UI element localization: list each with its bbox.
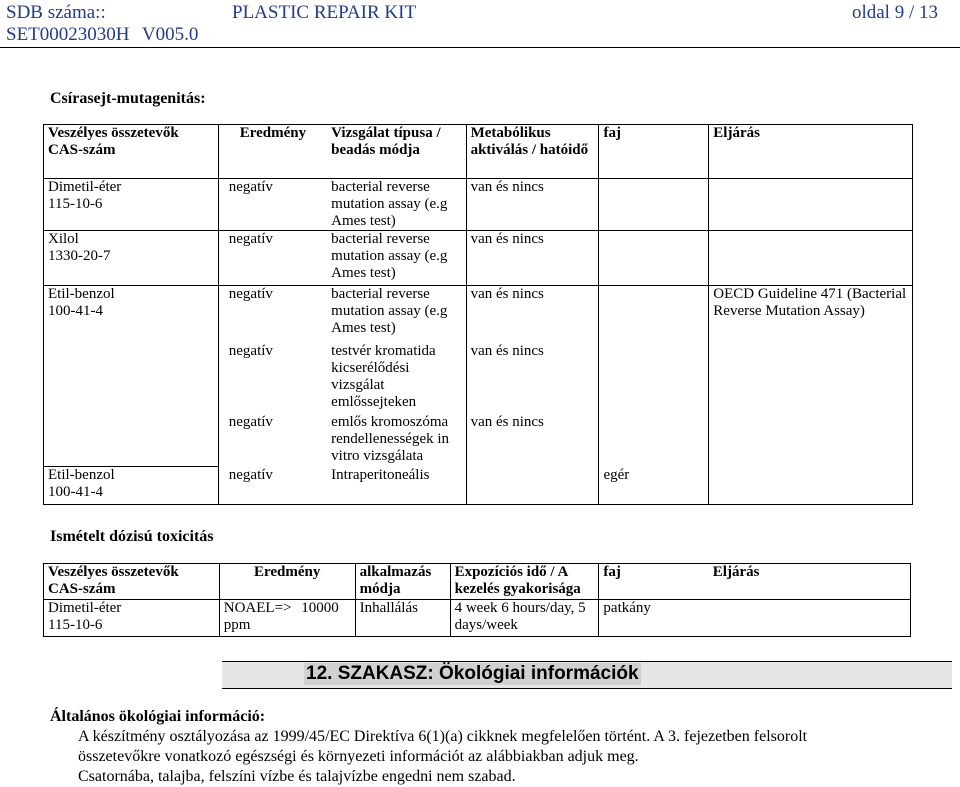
- species-cell: [599, 414, 709, 467]
- method-cell: [709, 414, 913, 467]
- table-row: [44, 179, 913, 231]
- sds-number-label: SDB száma::: [6, 2, 106, 23]
- test-cell: bacterial reverse mutation assay (e.g Ames test): [327, 286, 466, 343]
- test-cell: testvér kromatida kicserélődési vizsgálat emlőssejteken: [331, 342, 436, 410]
- header-divider: [0, 47, 960, 48]
- method-cell: [709, 231, 913, 286]
- repeated-dose-heading: Ismételt dózisú toxicitás: [50, 528, 214, 545]
- sds-number-value: SET00023030H V005.0: [6, 24, 199, 45]
- col-header-result: Eredmény: [219, 564, 355, 600]
- col-header-species: faj: [599, 564, 709, 600]
- activation-cell: [466, 467, 599, 505]
- component-cell: [44, 343, 219, 414]
- eco-paragraph-line: összetevőkre vonatkozó egészségi és környezeti információt az alábbiakban adjuk meg.: [78, 748, 639, 765]
- table-row: [44, 231, 913, 286]
- component-cell: Etil-benzol 100-41-4: [44, 467, 219, 505]
- col-header-method: Eljárás: [709, 125, 913, 179]
- product-name: PLASTIC REPAIR KIT: [232, 2, 417, 23]
- germ-cell-table: [43, 124, 913, 505]
- test-cell: bacterial reverse mutation assay (e.g Ames test): [327, 179, 466, 231]
- method-cell: OECD Guideline 471 (Bacterial Reverse Mutation Assay): [709, 286, 913, 343]
- exposure-cell: 4 week 6 hours/day, 5 days/week: [450, 600, 599, 637]
- col-header-test-type: Vizsgálat típusa / beadás módja: [327, 125, 466, 179]
- col-header-method: Eljárás: [709, 564, 911, 600]
- result-cell: negatív: [218, 286, 327, 343]
- col-header-component: Veszélyes összetevők CAS-szám: [44, 125, 219, 179]
- test-cell: bacterial reverse mutation assay (e.g Ames test): [327, 231, 466, 286]
- method-cell: [709, 600, 911, 637]
- species-cell: [599, 231, 709, 286]
- method-cell: [709, 467, 913, 505]
- activation-cell: van és nincs: [466, 414, 599, 467]
- activation-cell: van és nincs: [466, 286, 599, 343]
- col-header-route: alkalmazás módja: [355, 564, 450, 600]
- eco-paragraph-line: Csatornába, talajba, felszíni vízbe és talajvízbe engedni nem szabad.: [78, 768, 516, 785]
- component-cell: Dimetil-éter 115-10-6: [44, 600, 220, 637]
- activation-cell: van és nincs: [466, 343, 599, 414]
- species-cell: patkány: [599, 600, 709, 637]
- result-cell: negatív: [218, 231, 327, 286]
- species-cell: [599, 179, 709, 231]
- test-cell: emlős kromoszóma rendellenességek in vitro vizsgálata: [331, 413, 450, 464]
- result-cell: negatív: [218, 179, 327, 231]
- method-cell: [709, 343, 913, 414]
- species-cell: [599, 343, 709, 414]
- col-header-result: Eredmény: [218, 125, 327, 179]
- result-cell: negatív: [228, 413, 273, 430]
- eco-paragraph-line: A készítmény osztályozása az 1999/45/EC Direktíva 6(1)(a) cikknek megfelelően történt. A 3. fejezetben felsorolt: [78, 728, 808, 745]
- section-12-title: 12. SZAKASZ: Ökológiai információk: [306, 663, 639, 684]
- table-row: [44, 414, 913, 467]
- repeated-dose-table: [43, 563, 911, 637]
- result-cell: NOAEL=> 10000 ppm: [219, 600, 355, 637]
- activation-cell: van és nincs: [466, 179, 599, 231]
- species-cell: [599, 286, 709, 343]
- eco-paragraph: [78, 727, 807, 787]
- route-cell: Inhallálás: [355, 600, 450, 637]
- page-indicator: oldal 9 / 13: [851, 2, 938, 23]
- col-header-activation: Metabólikus aktiválás / hatóidő: [466, 125, 599, 179]
- result-cell: negatív: [228, 342, 273, 359]
- table-header-row: [44, 564, 911, 600]
- activation-cell: van és nincs: [466, 231, 599, 286]
- species-cell: egér: [599, 467, 709, 505]
- general-eco-heading: Általános ökológiai információ:: [50, 708, 266, 725]
- table-row: [44, 600, 911, 637]
- method-cell: [709, 179, 913, 231]
- table-header-row: [44, 125, 913, 179]
- table-row: [44, 343, 913, 414]
- component-cell: [44, 414, 219, 467]
- component-cell: Xilol 1330-20-7: [44, 231, 219, 286]
- table-row: [44, 286, 913, 343]
- component-cell: Etil-benzol 100-41-4: [44, 286, 219, 343]
- component-cell: Dimetil-éter 115-10-6: [44, 179, 219, 231]
- test-cell: Intraperitoneális: [327, 467, 466, 505]
- col-header-component: Veszélyes összetevők CAS-szám: [44, 564, 220, 600]
- germ-cell-heading: Csírasejt-mutagenitás:: [50, 90, 206, 107]
- col-header-exposure: Expozíciós idő / A kezelés gyakorisága: [450, 564, 599, 600]
- col-header-species: faj: [599, 125, 709, 179]
- table-row: [44, 467, 913, 505]
- result-cell: negatív: [218, 467, 327, 505]
